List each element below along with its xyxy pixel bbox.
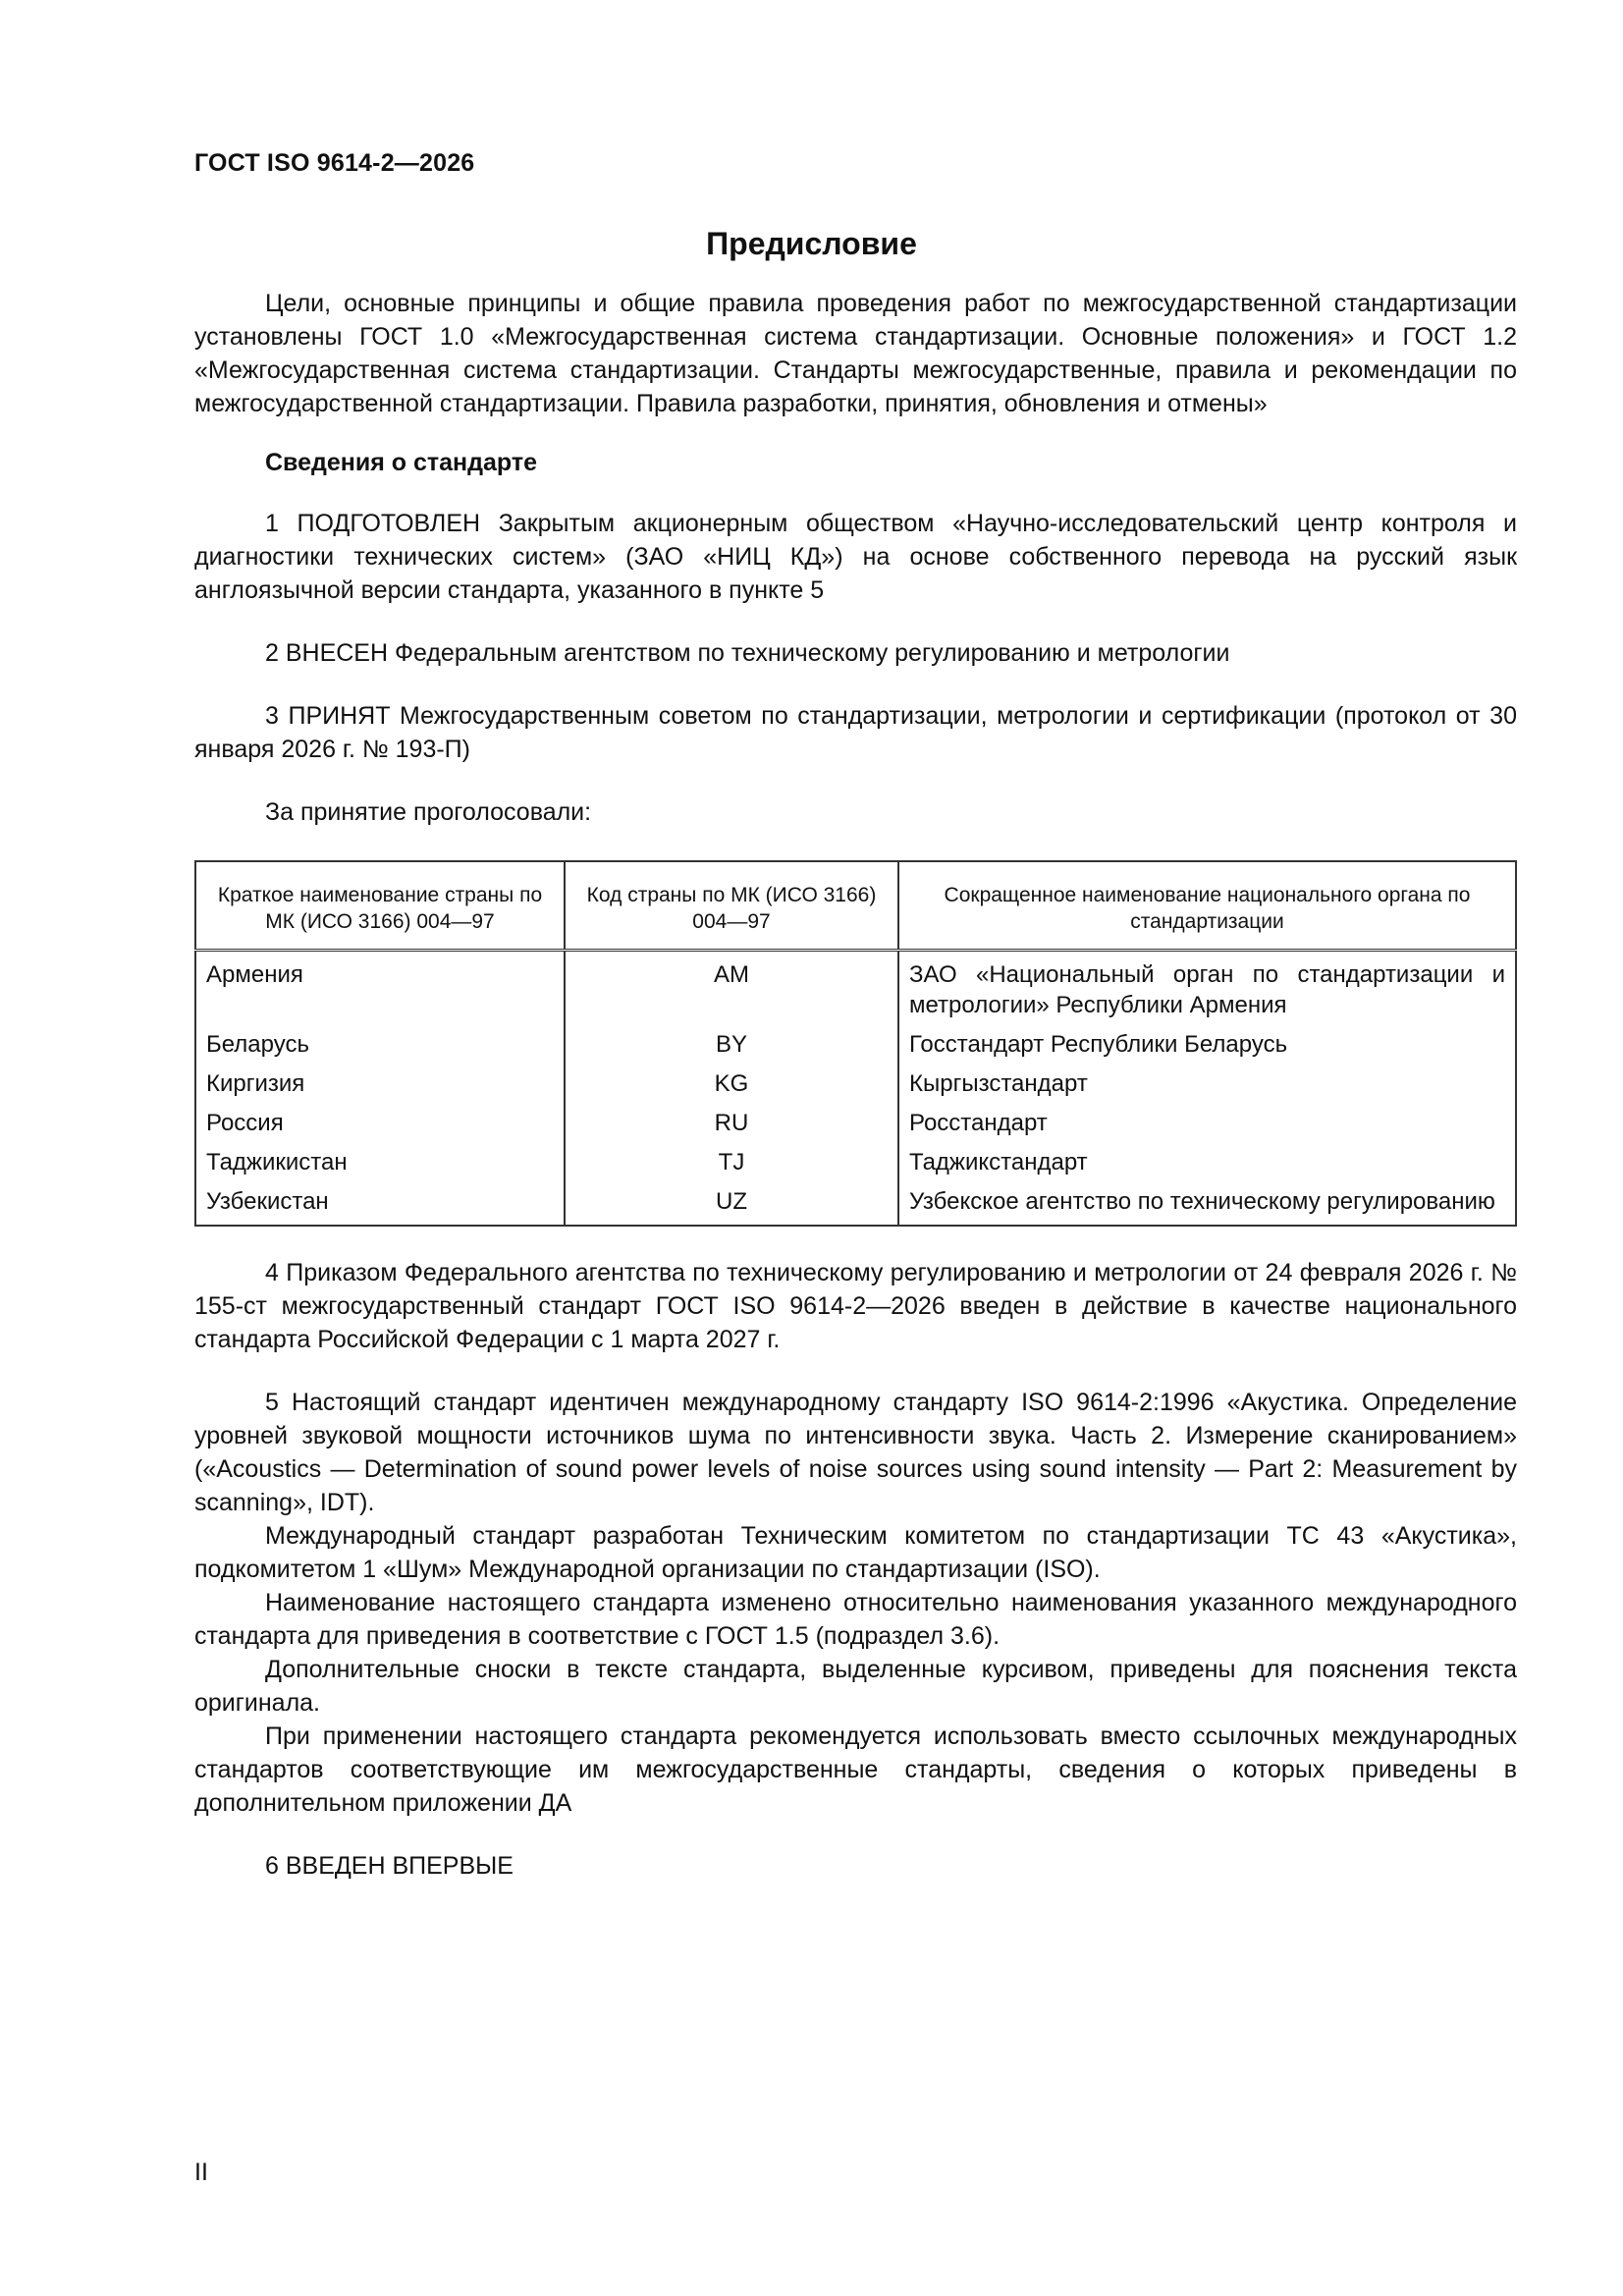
table-row [195, 1026, 1516, 1066]
table-header-row [195, 861, 1516, 951]
code-cell: AM [565, 951, 898, 1027]
country-cell: Беларусь [195, 1026, 565, 1066]
intro-paragraph: Цели, основные принципы и общие правила проведения работ по межгосударственной стандартизации установлены ГОСТ 1.0 «Межгосударственная система стандартизации. Основные положения» и ГОСТ 1.2 «Межгосударственная система стандартизации. Стандарты межгосударственные, правила и рекомендации по межгосударственной стандартизации. Правила разработки, принятия, обновления и отмены» [194, 290, 1517, 417]
column-header-organization: Сокращенное наименование национального органа по стандартизации [898, 861, 1516, 951]
item-5-paragraph-3: Наименование настоящего стандарта изменено относительно наименования указанного международного стандарта для приведения в соответствие с ГОСТ 1.5 (подраздел 3.6). [194, 1589, 1517, 1650]
section-subheading: Сведения о стандарте [265, 449, 538, 476]
item-4: 4 Приказом Федерального агентства по техническому регулированию и метрологии от 24 февраля 2026 г. № 155-ст межгосударственный стандарт ГОСТ ISO 9614-2—2026 введен в действие в качестве национального стандарта Российской Федерации с 1 марта 2027 г. [194, 1259, 1517, 1353]
country-cell: Таджикистан [195, 1144, 565, 1183]
item-5-paragraph-1: 5 Настоящий стандарт идентичен международному стандарту ISO 9614-2:1996 «Акустика. Определение уровней звуковой мощности источников шума по интенсивности звука. Часть 2. Измерение сканированием» («Acoustics — Determination of sound power levels of noise sources using sound intensity — Part 2: Measurement by scanning», IDT). [194, 1389, 1517, 1516]
code-cell: UZ [565, 1183, 898, 1226]
organization-cell: Госстандарт Республики Беларусь [898, 1026, 1516, 1066]
document-header: ГОСТ ISO 9614-2—2026 [194, 149, 475, 177]
item-5-paragraph-4: Дополнительные сноски в тексте стандарта, выделенные курсивом, приведены для пояснения текста оригинала. [194, 1656, 1517, 1717]
item-2: 2 ВНЕСЕН Федеральным агентством по техническому регулированию и метрологии [265, 639, 1230, 667]
organization-cell: ЗАО «Национальный орган по стандартизации и метрологии» Республики Армения [898, 951, 1516, 1027]
item-5-paragraph-5: При применении настоящего стандарта рекомендуется использовать вместо ссылочных международных стандартов соответствующие им межгосударственные стандарты, сведения о которых приведены в дополнительном приложении ДА [194, 1722, 1517, 1817]
table-row [195, 1183, 1516, 1226]
country-cell: Узбекистан [195, 1183, 565, 1226]
page-number: II [194, 2159, 208, 2186]
code-cell: KG [565, 1066, 898, 1105]
code-cell: BY [565, 1026, 898, 1066]
voting-table [194, 860, 1517, 1227]
organization-cell: Кыргызстандарт [898, 1066, 1516, 1105]
item-1: 1 ПОДГОТОВЛЕН Закрытым акционерным обществом «Научно-исследовательский центр контроля и диагностики технических систем» (ЗАО «НИЦ КД») на основе собственного перевода на русский язык англоязычной версии стандарта, указанного в пункте 5 [194, 510, 1517, 604]
page-content [194, 287, 1517, 1883]
table-row [195, 1066, 1516, 1105]
code-cell: TJ [565, 1144, 898, 1183]
vote-intro: За принятие проголосовали: [265, 798, 592, 826]
code-cell: RU [565, 1105, 898, 1144]
column-header-code: Код страны по МК (ИСО 3166) 004—97 [565, 861, 898, 951]
item-3: 3 ПРИНЯТ Межгосударственным советом по стандартизации, метрологии и сертификации (протокол от 30 января 2026 г. № 193-П) [194, 702, 1517, 763]
organization-cell: Росстандарт [898, 1105, 1516, 1144]
page-title: Предисловие [706, 226, 917, 261]
table-row [195, 951, 1516, 1027]
organization-cell: Узбекское агентство по техническому регулированию [898, 1183, 1516, 1226]
organization-cell: Таджикстандарт [898, 1144, 1516, 1183]
table-row [195, 1144, 1516, 1183]
country-cell: Россия [195, 1105, 565, 1144]
country-cell: Киргизия [195, 1066, 565, 1105]
item-6: 6 ВВЕДЕН ВПЕРВЫЕ [265, 1852, 514, 1880]
item-5-paragraph-2: Международный стандарт разработан Техническим комитетом по стандартизации ТС 43 «Акустика», подкомитетом 1 «Шум» Международной организации по стандартизации (ISO). [194, 1522, 1517, 1583]
table-row [195, 1105, 1516, 1144]
column-header-country: Краткое наименование страны по МК (ИСО 3166) 004—97 [195, 861, 565, 951]
country-cell: Армения [195, 951, 565, 1027]
